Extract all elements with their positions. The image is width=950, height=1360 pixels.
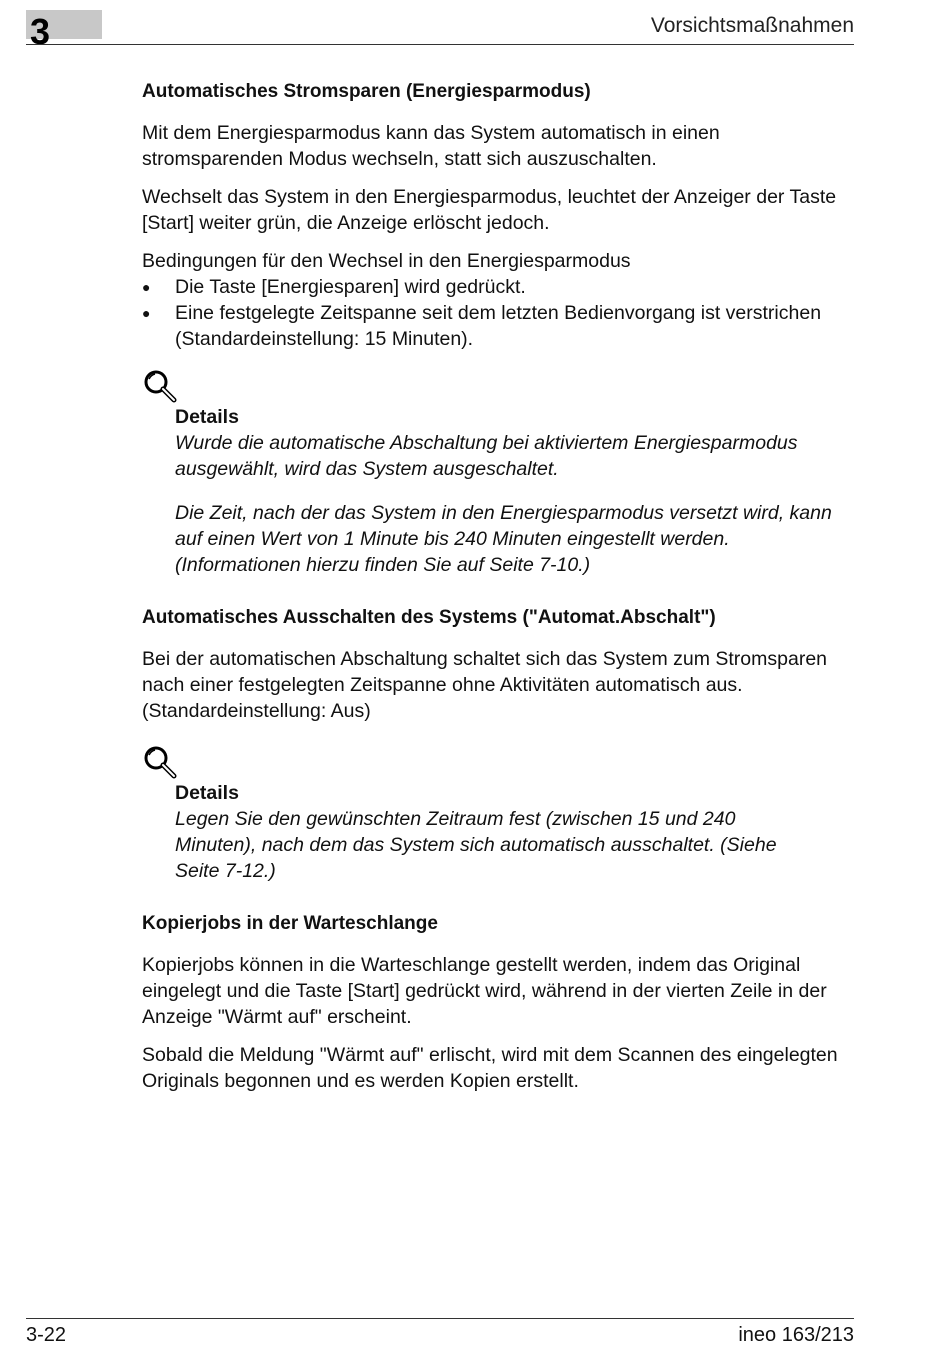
paragraph: Bei der automatischen Abschaltung schaltet sich das System zum Stromsparen nach einer festgelegten Zeitspanne ohne Aktivitäten automatisch aus. (Standardeinstellung: Aus) bbox=[142, 648, 828, 722]
list-item bbox=[142, 274, 854, 300]
magnifier-icon bbox=[142, 368, 178, 404]
bullet-icon: ● bbox=[142, 305, 151, 321]
paragraph: Bedingungen für den Wechsel in den Energiesparmodus bbox=[142, 250, 631, 272]
page-number: 3-22 bbox=[26, 1324, 67, 1346]
paragraph: Sobald die Meldung "Wärmt auf" erlischt, wird mit dem Scannen des eingelegten Originals begonnen und es werden Kopien erstellt. bbox=[142, 1044, 838, 1092]
note-title: Details bbox=[175, 782, 239, 804]
page-header-title: Vorsichtsmaßnahmen bbox=[650, 14, 854, 37]
list-item-text: Eine festgelegte Zeitspanne seit dem letzten Bedienvorgang ist verstrichen (Standardeinstellung: 15 Minuten). bbox=[175, 302, 822, 350]
note-text: Legen Sie den gewünschten Zeitraum fest (zwischen 15 und 240 Minuten), nach dem das System sich automatisch ausschaltet. (Siehe Seite 7-12.) bbox=[175, 808, 777, 882]
paragraph: Kopierjobs können in die Warteschlange gestellt werden, indem das Original eingelegt und die Taste [Start] gedrückt wird, während in der vierten Zeile in der Anzeige "Wärmt auf" erscheint. bbox=[142, 954, 827, 1028]
note-text: Die Zeit, nach der das System in den Energiesparmodus versetzt wird, kann auf einen Wert von 1 Minute bis 240 Minuten eingestellt werden. (Informationen hierzu finden Sie auf Seite 7-10.) bbox=[175, 502, 832, 576]
section-heading-energy-saving: Automatisches Stromsparen (Energiesparmodus) bbox=[142, 81, 591, 102]
list-item bbox=[142, 300, 854, 352]
section-heading-copy-queue: Kopierjobs in der Warteschlange bbox=[142, 913, 438, 934]
details-note bbox=[142, 368, 854, 578]
header-divider bbox=[26, 44, 854, 45]
paragraph: Wechselt das System in den Energiesparmodus, leuchtet der Anzeiger der Taste [Start] weiter grün, die Anzeige erlöscht jedoch. bbox=[142, 186, 837, 234]
details-note bbox=[142, 744, 854, 884]
note-text: Wurde die automatische Abschaltung bei aktiviertem Energiesparmodus ausgewählt, wird das System ausgeschaltet. bbox=[175, 432, 798, 480]
paragraph: Mit dem Energiesparmodus kann das System automatisch in einen stromsparenden Modus wechseln, statt sich auszuschalten. bbox=[142, 122, 720, 170]
note-title: Details bbox=[175, 406, 239, 428]
list-item-text: Die Taste [Energiesparen] wird gedrückt. bbox=[175, 276, 526, 298]
product-name: ineo 163/213 bbox=[738, 1324, 854, 1346]
bullet-list bbox=[142, 274, 854, 352]
footer-divider bbox=[26, 1318, 854, 1319]
magnifier-icon bbox=[142, 744, 178, 780]
bullet-icon: ● bbox=[142, 279, 151, 295]
chapter-number: 3 bbox=[30, 11, 51, 52]
page-content bbox=[142, 80, 854, 1094]
section-heading-auto-shutdown: Automatisches Ausschalten des Systems ("Automat.Abschalt") bbox=[142, 607, 716, 628]
